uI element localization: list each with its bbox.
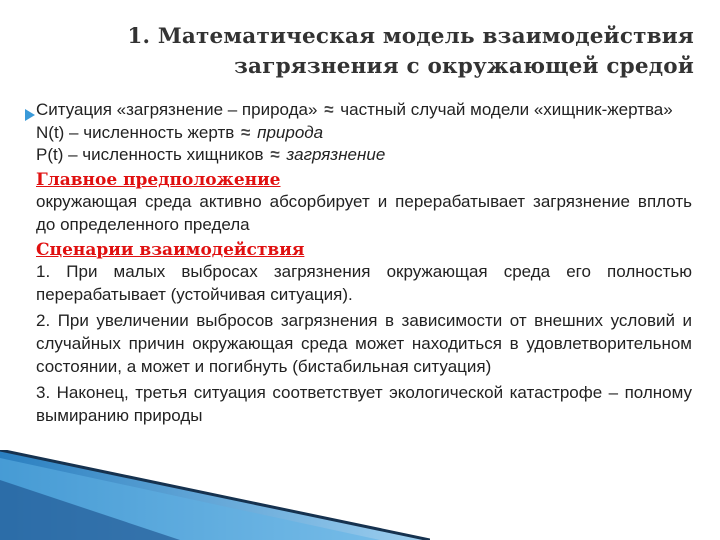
n-value: природа <box>257 122 324 142</box>
intro-n-line <box>36 122 692 145</box>
title-line-1: 1. Математическая модель взаимодействия <box>127 24 694 49</box>
approx-symbol: ≈ <box>270 145 280 165</box>
assumption-text: окружающая среда активно абсорбирует и перерабатывает загрязнение вплоть до определенного предела <box>36 192 692 234</box>
scenarios-heading: Сценарии взаимодействия <box>36 239 305 260</box>
p-value: загрязнение <box>286 145 386 165</box>
decorative-corner-shape <box>0 450 430 540</box>
n-label: N(t) – численность жертв <box>36 122 235 142</box>
p-label: P(t) – численность хищников <box>36 145 264 165</box>
scenario-2: 2. При увеличении выбросов загрязнения в зависимости от внешних условий и случайных причин окружающая среда может находиться в удовлетворительном состоянии, а может и погибнуть (бистабильная ситуация) <box>36 311 692 376</box>
approx-symbol: ≈ <box>241 122 251 142</box>
slide-body <box>36 99 692 427</box>
approx-symbol: ≈ <box>324 100 334 119</box>
situation-text-1: Ситуация «загрязнение – природа» <box>36 100 318 119</box>
scenario-1: 1. При малых выбросах загрязнения окружающая среда его полностью перерабатывает (устойчивая ситуация). <box>36 262 692 304</box>
intro-situation <box>36 99 692 122</box>
situation-text-2: частный случай модели «хищник-жертва» <box>340 100 673 119</box>
slide-title <box>54 22 694 82</box>
triangle-bullet-icon <box>24 108 36 122</box>
title-line-2: загрязнения с окружающей средой <box>234 54 694 79</box>
intro-p-line <box>36 144 692 167</box>
scenario-3: 3. Наконец, третья ситуация соответствует экологической катастрофе – полному вымиранию природы <box>36 383 692 425</box>
assumption-heading: Главное предположение <box>36 169 281 190</box>
